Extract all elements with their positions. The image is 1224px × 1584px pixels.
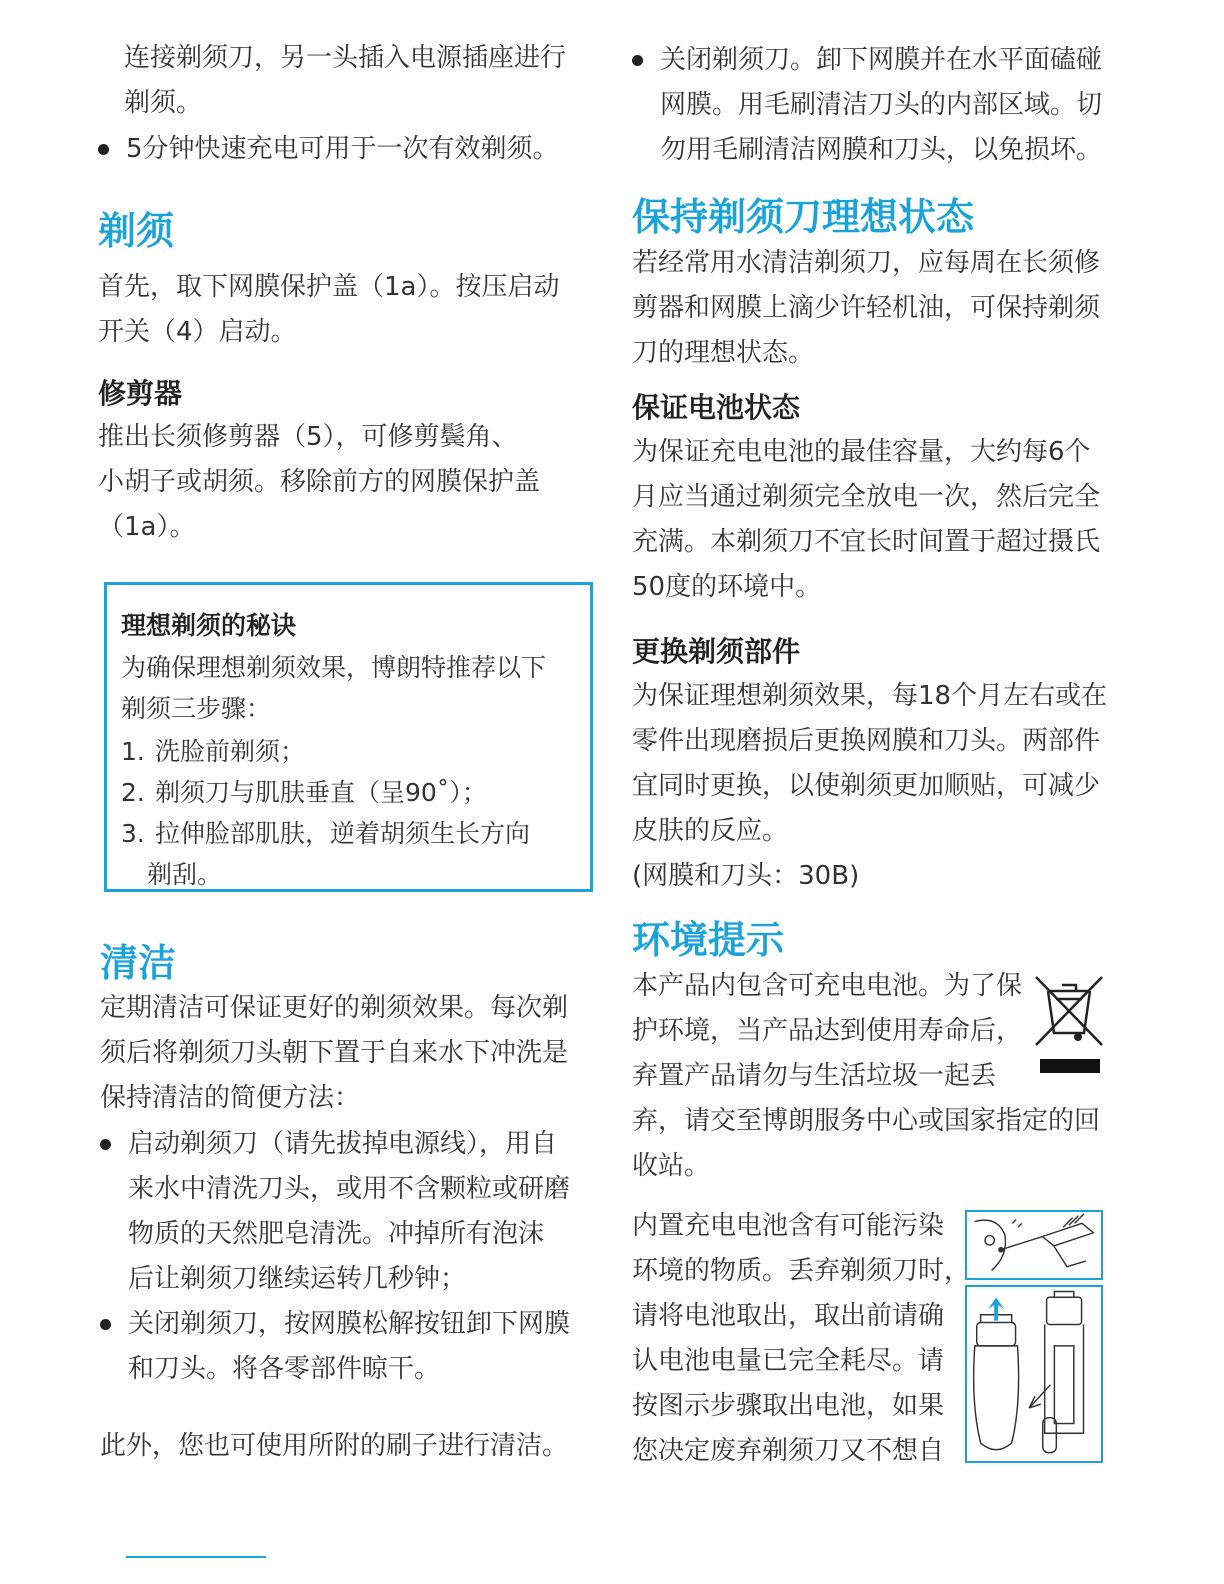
dry-line: 关闭剃须刀，按网膜松解按钮卸下网膜 bbox=[128, 1309, 571, 1339]
environment-line: 弃，请交至博朗服务中心或国家指定的回 bbox=[632, 1106, 1101, 1136]
tips-intro-line: 为确保理想剃须效果，博朗特推荐以下 bbox=[121, 653, 547, 682]
close-shaver-line: 网膜。用毛刷清洁刀头的内部区域。切 bbox=[660, 90, 1103, 120]
shaving-tips-box bbox=[104, 582, 593, 892]
environment-line: 收站。 bbox=[632, 1151, 711, 1181]
bullet-dot bbox=[632, 55, 643, 66]
cleaning-heading: 清洁 bbox=[100, 941, 177, 985]
cleaning-bullet-rinse bbox=[100, 1122, 580, 1302]
maintain-line: 剪器和网膜上滴少许轻机油，可保持剃须 bbox=[632, 293, 1101, 323]
close-shaver-line: 勿用毛刷清洁网膜和刀头，以免损坏。 bbox=[660, 135, 1103, 165]
battery-line: 50度的环境中。 bbox=[632, 572, 822, 602]
environment-heading: 环境提示 bbox=[632, 918, 785, 962]
trimmer-line: （1a）。 bbox=[98, 512, 196, 542]
shaving-line: 首先，取下网膜保护盖（1a）。按压启动 bbox=[98, 272, 560, 302]
tip-step-line: 剃刮。 bbox=[147, 860, 223, 889]
replace-body bbox=[632, 674, 1107, 899]
close-shaver-line: 关闭剃须刀。卸下网膜并在水平面磕碰 bbox=[660, 45, 1103, 75]
tips-intro bbox=[121, 647, 546, 729]
replace-line: 宜同时更换，以使剃须更加顺贴，可减少 bbox=[632, 771, 1101, 801]
battery-body bbox=[632, 430, 1100, 610]
environment-body-full bbox=[632, 1099, 1100, 1189]
cleaning-line: 保持清洁的简便方法： bbox=[100, 1083, 361, 1113]
battery-disposal-line: 内置充电电池含有可能污染 bbox=[632, 1211, 945, 1241]
close-shaver-bullet bbox=[632, 38, 1110, 173]
maintain-line: 刀的理想状态。 bbox=[632, 338, 815, 368]
intro-continued bbox=[124, 36, 566, 126]
brush-note bbox=[100, 1424, 568, 1469]
crossed-out-wheelie-bin-icon bbox=[1032, 973, 1106, 1077]
tips-title: 理想剃须的秘诀 bbox=[121, 611, 297, 640]
rinse-line: 后让剃须刀继续运转几秒钟； bbox=[128, 1264, 467, 1294]
environment-body-short bbox=[632, 964, 1022, 1099]
rinse-line: 来水中清洗刀头，或用不含颗粒或研磨 bbox=[128, 1174, 571, 1204]
shaving-line: 开关（4）启动。 bbox=[98, 317, 297, 347]
rinse-text bbox=[128, 1122, 570, 1302]
rinse-line: 物质的天然肥皂清洗。冲掉所有泡沫 bbox=[128, 1219, 545, 1249]
screwdriver-opening-illustration bbox=[965, 1210, 1103, 1280]
rinse-line: 启动剃须刀（请先拔掉电源线），用自 bbox=[128, 1129, 558, 1159]
dry-text bbox=[128, 1302, 570, 1392]
trimmer-line: 推出长须修剪器（5），可修剪鬓角、 bbox=[98, 422, 518, 452]
cleaning-line: 定期清洁可保证更好的剃须效果。每次剃 bbox=[100, 993, 569, 1023]
dry-line: 和刀头。将各零部件晾干。 bbox=[128, 1354, 441, 1384]
cleaning-bullet-dry bbox=[100, 1302, 580, 1392]
parts-note: (网膜和刀头：30B) bbox=[632, 861, 860, 891]
battery-removal-illustration bbox=[965, 1285, 1103, 1463]
tip-step-text: 剃须刀与肌肤垂直（呈90˚）； bbox=[155, 778, 487, 807]
battery-disposal-body bbox=[632, 1204, 970, 1474]
replace-heading: 更换剃须部件 bbox=[632, 635, 801, 668]
maintain-line: 若经常用水清洁剃须刀，应每周在长须修 bbox=[632, 248, 1101, 278]
battery-disposal-line: 您决定废弃剃须刀又不想自 bbox=[632, 1436, 945, 1466]
charge-text: 5分钟快速充电可用于一次有效剃须。 bbox=[126, 134, 559, 164]
replace-line: 为保证理想剃须效果，每18个月左右或在 bbox=[632, 681, 1108, 711]
battery-line: 月应当通过剃须完全放电一次，然后完全 bbox=[632, 482, 1101, 512]
trimmer-heading: 修剪器 bbox=[98, 377, 183, 410]
tip-step-number: 2. bbox=[121, 778, 145, 807]
charge-bullet bbox=[98, 127, 578, 172]
tip-step-number: 1. bbox=[121, 737, 145, 766]
environment-line: 本产品内包含可充电电池。为了保 bbox=[632, 971, 1023, 1001]
cleaning-line: 须后将剃须刀头朝下置于自来水下冲洗是 bbox=[100, 1038, 569, 1068]
cleaning-body bbox=[100, 986, 568, 1121]
tip-step-line: 拉伸脸部肌肤，逆着胡须生长方向 bbox=[155, 819, 531, 848]
trimmer-line: 小胡子或胡须。移除前方的网膜保护盖 bbox=[98, 467, 541, 497]
battery-disposal-line: 环境的物质。丢弃剃须刀时， bbox=[632, 1256, 971, 1286]
brush-note-text: 此外，您也可使用所附的刷子进行清洁。 bbox=[100, 1431, 569, 1461]
bullet-dot bbox=[100, 1139, 111, 1150]
environment-line: 护环境，当产品达到使用寿命后， bbox=[632, 1016, 1023, 1046]
tip-step-number: 3. bbox=[121, 819, 145, 848]
battery-line: 为保证充电电池的最佳容量，大约每6个 bbox=[632, 437, 1091, 467]
environment-line: 弃置产品请勿与生活垃圾一起丢 bbox=[632, 1061, 997, 1091]
shaving-heading: 剃须 bbox=[98, 209, 175, 253]
bullet-dot bbox=[100, 1319, 111, 1330]
battery-disposal-line: 请将电池取出，取出前请确 bbox=[632, 1301, 945, 1331]
intro-line: 连接剃须刀，另一头插入电源插座进行 bbox=[124, 43, 567, 73]
battery-heading: 保证电池状态 bbox=[632, 391, 801, 424]
replace-line: 零件出现磨损后更换网膜和刀头。两部件 bbox=[632, 726, 1101, 756]
intro-line: 剃须。 bbox=[124, 88, 203, 118]
bullet-dot bbox=[98, 144, 109, 155]
battery-disposal-line: 认电池电量已完全耗尽。请 bbox=[632, 1346, 945, 1376]
maintain-body bbox=[632, 241, 1100, 376]
tip-step-text bbox=[147, 813, 531, 895]
close-shaver-text bbox=[660, 38, 1102, 173]
tips-intro-line: 剃须三步骤： bbox=[121, 694, 272, 723]
footer-rule bbox=[126, 1556, 266, 1558]
replace-line: 皮肤的反应。 bbox=[632, 816, 789, 846]
tip-step-text: 洗脸前剃须； bbox=[155, 737, 306, 766]
maintain-heading: 保持剃须刀理想状态 bbox=[632, 195, 975, 239]
trimmer-body bbox=[98, 415, 540, 550]
battery-disposal-line: 按图示步骤取出电池，如果 bbox=[632, 1391, 945, 1421]
shaving-body bbox=[98, 265, 559, 355]
battery-line: 充满。本剃须刀不宜长时间置于超过摄氏 bbox=[632, 527, 1101, 557]
